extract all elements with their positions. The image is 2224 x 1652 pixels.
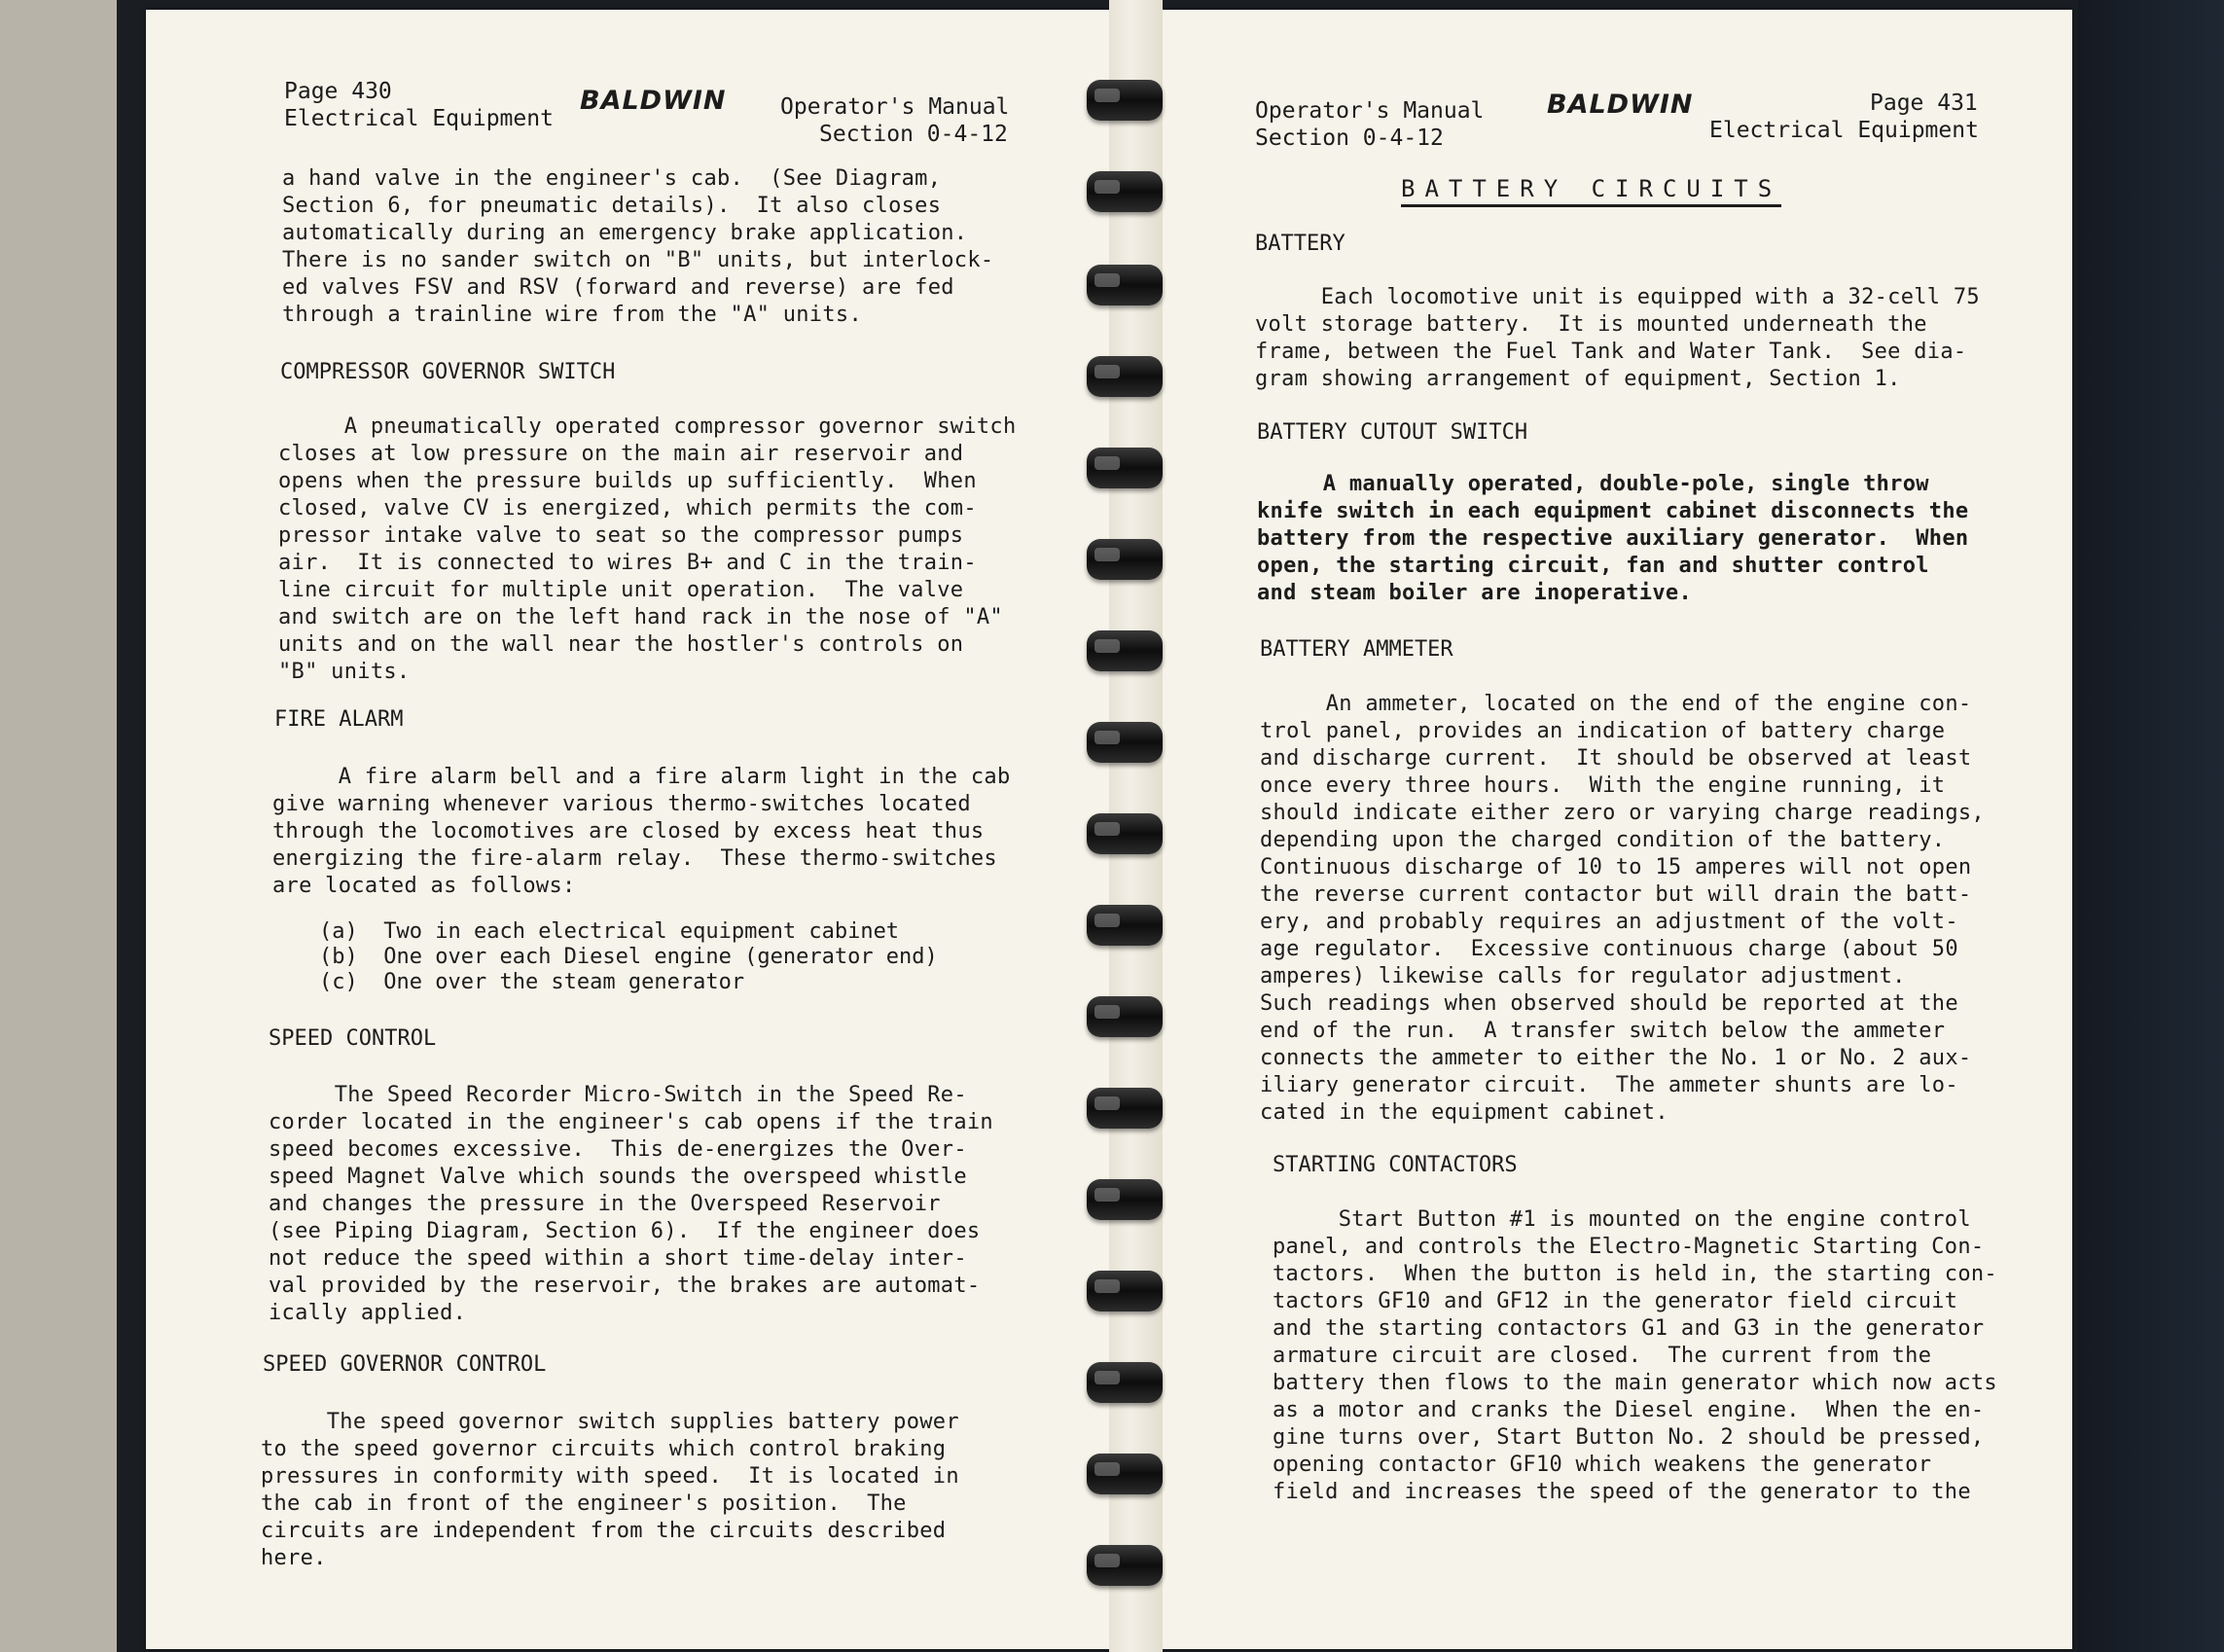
fire-alarm-list (319, 919, 938, 995)
left-section-title: Electrical Equipment (284, 106, 554, 131)
spiral-binding-coil (1087, 1088, 1163, 1129)
right-section-number: Section 0-4-12 (1255, 126, 1444, 151)
spiral-binding-coil (1087, 722, 1163, 763)
left-page-number: Page 430 (284, 79, 392, 104)
spiral-binding-coil (1087, 1545, 1163, 1586)
right-brand-logo: BALDWIN (1547, 90, 1694, 120)
spiral-binding-coil (1087, 630, 1163, 671)
spiral-binding-coil (1087, 905, 1163, 946)
fire-alarm-heading: FIRE ALARM (274, 707, 404, 732)
left-intro-paragraph: a hand valve in the engineer's cab. (See Diagram, Section 6, for pneumatic details). It also closes automatically during an emergency brake application. There is no sander switch on "B" units, but interlock- ed valves FSV and RSV (forward and reverse) are fed through a trainline wire from the "A" units. (282, 166, 994, 327)
speed-control-text: The Speed Recorder Micro-Switch in the Speed Re- corder located in the engineer's cab opens if the train speed becomes excessive. This de-energizes the Over- speed Magnet Valve which sounds the overspeed whistle and changes the pressure in the Overspeed Reservoir (see Piping Diagram, Section 6). If the engineer does not reduce the speed within a short time-delay inter- val provided by the reservoir, the brakes are automat- ically applied. (269, 1083, 993, 1325)
fire-alarm-text: A fire alarm bell and a fire alarm light in the cab give warning whenever various thermo-switches located through the locomotives are closed by excess heat thus energizing the fire-alarm relay. These thermo-switches are located as follows: (272, 765, 1011, 898)
spiral-binding-coil (1087, 448, 1163, 488)
spiral-binding-coil (1087, 1454, 1163, 1494)
right-page-number: Page 431 (1870, 90, 1978, 116)
spiral-binding-coil (1087, 996, 1163, 1037)
spiral-binding-coil (1087, 1362, 1163, 1403)
list-item: (a) Two in each electrical equipment cabinet (319, 919, 900, 944)
starting-contactors-text: Start Button #1 is mounted on the engine control panel, and controls the Electro-Magnetic Starting Con- tactors. When the button is held in, the starting con- tactors GF10 and GF12 in the generator field circuit and the starting contactors G1 and G3 in the generator armature circuit are closed. The current from the battery then flows to the main generator which now acts as a motor and cranks the Diesel engine. When the en- gine turns over, Start Button No. 2 should be pressed, opening contactor GF10 which weakens the generator field and increases the speed of the generator to the (1273, 1207, 1997, 1504)
left-section-number: Section 0-4-12 (819, 122, 1008, 147)
list-item: (b) One over each Diesel engine (generator end) (319, 945, 938, 969)
spiral-binding-coil (1087, 356, 1163, 397)
battery-ammeter-heading: BATTERY AMMETER (1260, 637, 1453, 662)
compressor-governor-heading: COMPRESSOR GOVERNOR SWITCH (280, 360, 616, 384)
compressor-governor-text: A pneumatically operated compressor governor switch closes at low pressure on the main air reservoir and opens when the pressure builds up sufficiently. When closed, valve CV is energized, which permits the com- pressor intake valve to seat so the compressor pumps air. It is connected to wires B+ and C in the train- line circuit for multiple unit operation. The valve and switch are on the left hand rack in the nose of "A" units and on the wall near the hostler's controls on "B" units. (278, 414, 1017, 684)
right-section-title: Electrical Equipment (1709, 118, 1979, 143)
battery-heading: BATTERY (1255, 232, 1345, 256)
battery-ammeter-text: An ammeter, located on the end of the engine con- trol panel, provides an indication of battery charge and discharge current. It should be observed at least once every three hours. With the engine running, it should indicate either zero or varying charge readings, depending upon the charged condition of the battery. Continuous discharge of 10 to 15 amperes will not open the reverse current contactor but will drain the batt- ery, and probably requires an adjustment of the volt- age regulator. Excessive continuous charge (about 50 amperes) likewise calls for regulator adjustment. Such readings when observed should be reported at the end of the run. A transfer switch below the ammeter connects the ammeter to either the No. 1 or No. 2 aux- iliary generator circuit. The ammeter shunts are lo- cated in the equipment cabinet. (1260, 692, 1985, 1125)
spiral-binding-coil (1087, 539, 1163, 580)
right-manual-title: Operator's Manual (1255, 98, 1485, 124)
spiral-binding-coil (1087, 1271, 1163, 1311)
left-manual-title: Operator's Manual (780, 94, 1010, 120)
scan-background-right (2078, 0, 2224, 1652)
left-page (146, 10, 1129, 1649)
battery-cutout-heading: BATTERY CUTOUT SWITCH (1257, 420, 1528, 445)
spiral-binding-coil (1087, 171, 1163, 212)
spiral-binding-coil (1087, 80, 1163, 121)
speed-governor-text: The speed governor switch supplies battery power to the speed governor circuits which control braking pressures in conformity with speed. It is located in the cab in front of the engineer's position. The circuits are independent from the circuits described here. (261, 1410, 959, 1570)
spiral-binding-coil (1087, 813, 1163, 854)
right-page (1133, 10, 2072, 1649)
spiral-binding-coil (1087, 1179, 1163, 1220)
page-title: BATTERY CIRCUITS (1401, 175, 1781, 207)
speed-control-heading: SPEED CONTROL (269, 1026, 437, 1051)
scan-background-left (0, 0, 117, 1652)
left-brand-logo: BALDWIN (580, 86, 727, 116)
spiral-binding-coil (1087, 265, 1163, 305)
speed-governor-heading: SPEED GOVERNOR CONTROL (263, 1352, 547, 1377)
battery-text: Each locomotive unit is equipped with a 32-cell 75 volt storage battery. It is mounted underneath the frame, between the Fuel Tank and Water Tank. See dia- gram showing arrangement of equipment, Section 1. (1255, 285, 1980, 391)
starting-contactors-heading: STARTING CONTACTORS (1273, 1153, 1518, 1177)
list-item: (c) One over the steam generator (319, 970, 745, 994)
battery-cutout-text: A manually operated, double-pole, single throw knife switch in each equipment cabinet disconnects the battery from the respective auxiliary generator. When open, the starting circuit, fan and shutter control and steam boiler are inoperative. (1257, 472, 1969, 605)
